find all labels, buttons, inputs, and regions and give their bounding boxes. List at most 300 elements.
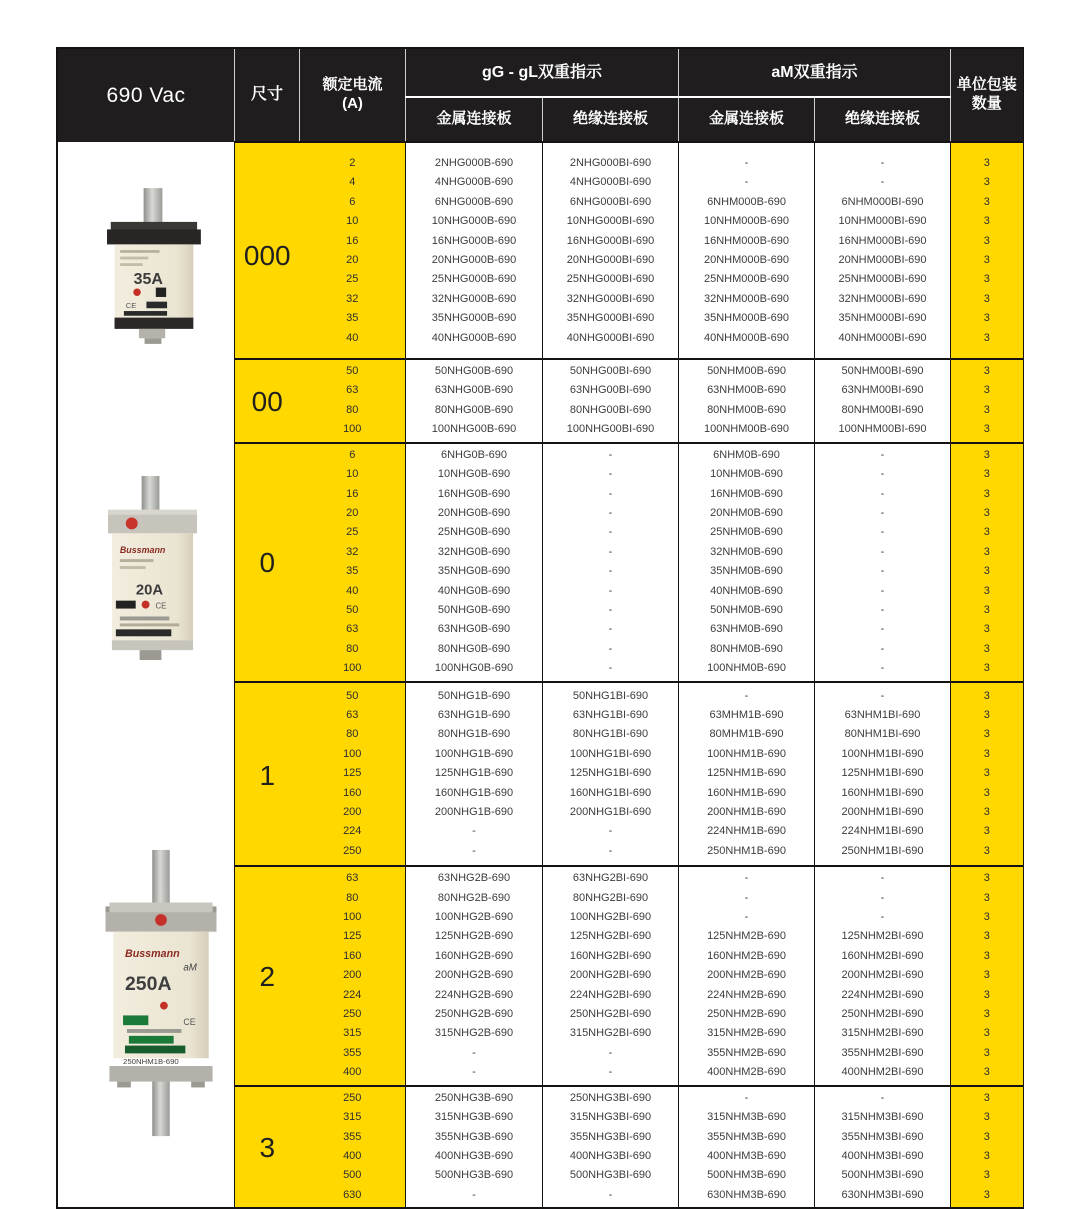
am-insulated-part: 200NHM2BI-690 [815,966,951,985]
gg-insulated-part: - [543,842,679,866]
gg-insulated-part: 4NHG000BI-690 [543,173,679,192]
current-value: 80 [300,640,406,659]
gg-metal-part: - [406,1044,543,1063]
current-value: 400 [300,1147,406,1166]
gg-insulated-part: 63NHG00BI-690 [543,381,679,400]
current-value: 40 [300,329,406,359]
current-value: 400 [300,1063,406,1085]
table-row [235,1166,1023,1185]
indicator-dot [155,914,167,926]
table-row [235,251,1023,270]
current-value: 500 [300,1166,406,1185]
gg-metal-part: 315NHG2B-690 [406,1024,543,1043]
table-row [235,359,1023,381]
current-value: 40 [300,582,406,601]
am-metal-part: 80MHM1B-690 [679,725,815,744]
gg-insulated-part: - [543,1186,679,1207]
am-insulated-part: - [815,582,951,601]
table-row [235,842,1023,866]
current-value: 6 [300,443,406,465]
am-metal-part: 20NHM0B-690 [679,504,815,523]
am-insulated-part: 63NHM1BI-690 [815,706,951,725]
am-metal-part: 355NHM2B-690 [679,1044,815,1063]
gg-insulated-part: 25NHG000BI-690 [543,270,679,289]
gg-insulated-part: - [543,443,679,465]
am-insulated-part: - [815,142,951,173]
package-qty: 3 [951,682,1023,706]
package-qty: 3 [951,582,1023,601]
am-metal-part: 250NHM1B-690 [679,842,815,866]
voltage-label: 690 Vac [106,83,186,107]
package-qty: 3 [951,485,1023,504]
table-row [235,927,1023,946]
current-value: 10 [300,212,406,231]
am-metal-part: 40NHM000B-690 [679,329,815,359]
blade-terminal [144,188,163,226]
package-qty: 3 [951,142,1023,173]
am-metal-part: 200NHM1B-690 [679,803,815,822]
am-insulated-part: 100NHM00BI-690 [815,420,951,442]
table-row [235,1024,1023,1043]
package-qty: 3 [951,927,1023,946]
gg-insulated-part: 20NHG000BI-690 [543,251,679,270]
am-insulated-part: - [815,504,951,523]
table-row [235,212,1023,231]
package-qty: 3 [951,1147,1023,1166]
am-insulated-part: 250NHM2BI-690 [815,1005,951,1024]
package-qty: 3 [951,986,1023,1005]
gg-insulated-part: - [543,620,679,639]
am-insulated-part: - [815,543,951,562]
package-qty: 3 [951,784,1023,803]
am-insulated-part: 224NHM1BI-690 [815,822,951,841]
am-insulated-part: 40NHM000BI-690 [815,329,951,359]
gg-insulated-part: 315NHG2BI-690 [543,1024,679,1043]
am-metal-part: 6NHM000B-690 [679,193,815,212]
current-value: 50 [300,359,406,381]
package-qty: 3 [951,381,1023,400]
gg-metal-part: 2NHG000B-690 [406,142,543,173]
table-row [235,725,1023,744]
package-qty: 3 [951,745,1023,764]
gg-metal-part: 200NHG2B-690 [406,966,543,985]
am-insulated-part: 355NHM3BI-690 [815,1128,951,1147]
gg-insulated-part: 250NHG3BI-690 [543,1086,679,1108]
current-value: 35 [300,309,406,328]
current-value: 100 [300,659,406,681]
gg-metal-part: 63NHG00B-690 [406,381,543,400]
am-insulated-part: 25NHM000BI-690 [815,270,951,289]
bottom-plate [109,1066,212,1082]
am-metal-part: 32NHM000B-690 [679,290,815,309]
package-qty: 3 [951,1086,1023,1108]
am-metal-part: 315NHM2B-690 [679,1024,815,1043]
package-qty: 3 [951,1044,1023,1063]
table-row [235,822,1023,841]
table-row [235,1086,1023,1108]
am-insulated-part: 80NHM00BI-690 [815,401,951,420]
gg-metal-part: 10NHG000B-690 [406,212,543,231]
gg-insulated-part: 160NHG2BI-690 [543,947,679,966]
package-qty: 3 [951,620,1023,639]
gg-metal-part: 16NHG0B-690 [406,485,543,504]
gg-insulated-part: - [543,562,679,581]
am-metal-part: - [679,908,815,927]
package-qty: 3 [951,270,1023,289]
gg-insulated-part: 250NHG2BI-690 [543,1005,679,1024]
size-label-0: 0 [235,443,300,682]
current-value: 6 [300,193,406,212]
table-row [235,1044,1023,1063]
package-qty: 3 [951,889,1023,908]
am-insulated-part: 315NHM2BI-690 [815,1024,951,1043]
gg-insulated-part: 63NHG2BI-690 [543,866,679,888]
am-metal-part: 10NHM000B-690 [679,212,815,231]
current-value: 355 [300,1044,406,1063]
am-insulated-part: - [815,640,951,659]
table-row [235,193,1023,212]
gg-metal-part: 160NHG1B-690 [406,784,543,803]
table-row [235,986,1023,1005]
package-qty: 3 [951,523,1023,542]
am-metal-part: - [679,866,815,888]
am-metal-part: 35NHM0B-690 [679,562,815,581]
package-qty: 3 [951,359,1023,381]
current-value: 315 [300,1024,406,1043]
ce-mark: CE [183,1017,196,1028]
am-metal-part: 100NHM1B-690 [679,745,815,764]
am-insulated-part: 63NHM00BI-690 [815,381,951,400]
gg-insulated-part: 50NHG1BI-690 [543,682,679,706]
am-insulated-part: 125NHM2BI-690 [815,927,951,946]
gg-metal-part: 315NHG3B-690 [406,1108,543,1127]
gg-insulated-part: - [543,601,679,620]
fuse-photo-size-0 [94,474,213,662]
gg-insulated-part: 200NHG2BI-690 [543,966,679,985]
am-insulated-part: - [815,601,951,620]
package-qty: 3 [951,401,1023,420]
am-metal-part: 25NHM0B-690 [679,523,815,542]
current-value: 315 [300,1108,406,1127]
package-qty: 3 [951,640,1023,659]
indicator-dot [160,1002,168,1010]
current-value: 63 [300,706,406,725]
gg-insulated-part: - [543,640,679,659]
gg-insulated-part: 10NHG000BI-690 [543,212,679,231]
am-metal-part: 200NHM2B-690 [679,966,815,985]
package-qty: 3 [951,1186,1023,1207]
gg-insulated-subheader: 绝缘连接板 [543,97,679,142]
current-value: 4 [300,173,406,192]
voltage-cell [58,49,234,142]
package-qty: 3 [951,1166,1023,1185]
package-qty: 3 [951,659,1023,681]
current-value: 250 [300,1005,406,1024]
am-metal-part: 6NHM0B-690 [679,443,815,465]
package-qty: 3 [951,1005,1023,1024]
gg-insulated-part: 2NHG000BI-690 [543,142,679,173]
gg-insulated-part: 80NHG1BI-690 [543,725,679,744]
blade-terminal-bottom [152,1078,170,1136]
gg-insulated-part: 6NHG000BI-690 [543,193,679,212]
gg-metal-part: - [406,1063,543,1085]
table-row [235,290,1023,309]
brand-text: Bussmann [124,948,180,961]
blade-terminal-top [152,850,170,906]
gg-metal-part: 32NHG0B-690 [406,543,543,562]
am-metal-part: 63MHM1B-690 [679,706,815,725]
product-column [58,49,234,1207]
am-insulated-part: 100NHM1BI-690 [815,745,951,764]
am-group-header: aM双重指示 [679,49,951,97]
current-value: 250 [300,842,406,866]
am-metal-part: 50NHM0B-690 [679,601,815,620]
current-value: 125 [300,764,406,783]
package-qty: 3 [951,706,1023,725]
current-value: 2 [300,142,406,173]
current-value: 63 [300,866,406,888]
gg-metal-part: 63NHG0B-690 [406,620,543,639]
gg-insulated-part: 125NHG1BI-690 [543,764,679,783]
current-value: 35 [300,562,406,581]
current-value: 160 [300,947,406,966]
am-metal-part: - [679,1086,815,1108]
am-insulated-part: 200NHM1BI-690 [815,803,951,822]
package-qty: 3 [951,803,1023,822]
am-metal-part: 80NHM0B-690 [679,640,815,659]
package-qty: 3 [951,251,1023,270]
table-row [235,1147,1023,1166]
fuse-photo-size-000 [92,186,214,346]
gg-insulated-part: - [543,523,679,542]
am-metal-part: - [679,142,815,173]
am-insulated-part: - [815,889,951,908]
am-insulated-part: 35NHM000BI-690 [815,309,951,328]
am-metal-part: 20NHM000B-690 [679,251,815,270]
gg-metal-part: - [406,1186,543,1207]
am-insulated-part: - [815,908,951,927]
am-insulated-part: 355NHM2BI-690 [815,1044,951,1063]
table-row [235,889,1023,908]
current-value: 355 [300,1128,406,1147]
gg-insulated-part: - [543,822,679,841]
table-row [235,947,1023,966]
am-metal-part: 160NHM2B-690 [679,947,815,966]
package-qty: 3 [951,232,1023,251]
am-insulated-part: - [815,620,951,639]
spec-table [234,49,1023,1207]
am-metal-part: 100NHM00B-690 [679,420,815,442]
am-metal-part: 400NHM2B-690 [679,1063,815,1085]
am-metal-part: 224NHM2B-690 [679,986,815,1005]
am-metal-part: 400NHM3B-690 [679,1147,815,1166]
current-value: 80 [300,725,406,744]
top-cap [107,229,201,244]
package-qty: 3 [951,465,1023,484]
package-qty: 3 [951,290,1023,309]
am-metal-part: 100NHM0B-690 [679,659,815,681]
gg-metal-part: 250NHG2B-690 [406,1005,543,1024]
gg-metal-part: 80NHG2B-690 [406,889,543,908]
package-qty: 3 [951,562,1023,581]
am-insulated-part: 16NHM000BI-690 [815,232,951,251]
table-row [235,485,1023,504]
package-qty: 3 [951,1063,1023,1085]
table-row [235,329,1023,359]
table-row [235,504,1023,523]
package-qty: 3 [951,504,1023,523]
rating-text: 20A [135,582,164,599]
package-qty: 3 [951,212,1023,231]
gg-insulated-part: - [543,504,679,523]
current-value: 200 [300,966,406,985]
gg-metal-part: 50NHG0B-690 [406,601,543,620]
gg-metal-part: 25NHG0B-690 [406,523,543,542]
table-row [235,601,1023,620]
am-insulated-part: - [815,562,951,581]
table-row [235,682,1023,706]
package-qty: 3 [951,329,1023,359]
blade-terminal [142,476,160,512]
table-row [235,543,1023,562]
size-label-000: 000 [235,142,300,359]
gg-metal-part: 25NHG000B-690 [406,270,543,289]
package-qty: 3 [951,822,1023,841]
current-value: 50 [300,601,406,620]
table-row [235,1186,1023,1207]
current-value: 224 [300,822,406,841]
gg-insulated-part: 50NHG00BI-690 [543,359,679,381]
am-metal-part: 50NHM00B-690 [679,359,815,381]
gg-insulated-part: 63NHG1BI-690 [543,706,679,725]
am-metal-part: 80NHM00B-690 [679,401,815,420]
am-insulated-part: 50NHM00BI-690 [815,359,951,381]
size-label-00: 00 [235,359,300,443]
gg-insulated-part: 315NHG3BI-690 [543,1108,679,1127]
current-value: 80 [300,889,406,908]
am-insulated-part: 224NHM2BI-690 [815,986,951,1005]
am-metal-part: 125NHM1B-690 [679,764,815,783]
am-insulated-part: 10NHM000BI-690 [815,212,951,231]
gg-insulated-part: 355NHG3BI-690 [543,1128,679,1147]
size-label-2: 2 [235,866,300,1085]
am-metal-part: 10NHM0B-690 [679,465,815,484]
gg-insulated-part: 200NHG1BI-690 [543,803,679,822]
table-row [235,803,1023,822]
indicator-dot [126,518,138,530]
indicator-dot [142,601,150,609]
table-row [235,1063,1023,1085]
gg-metal-part: 80NHG1B-690 [406,725,543,744]
gg-metal-part: - [406,822,543,841]
gg-insulated-part: 40NHG000BI-690 [543,329,679,359]
table-row [235,443,1023,465]
table-row [235,866,1023,888]
table-header [235,49,1023,142]
current-value: 63 [300,620,406,639]
rating-text: 35A [133,270,163,288]
am-metal-part: 16NHM0B-690 [679,485,815,504]
gg-metal-subheader: 金属连接板 [406,97,543,142]
current-value: 63 [300,381,406,400]
gg-insulated-part: - [543,1063,679,1085]
am-insulated-part: - [815,659,951,681]
table-row [235,582,1023,601]
gg-insulated-part: - [543,1044,679,1063]
table-row [235,465,1023,484]
am-metal-part: 224NHM1B-690 [679,822,815,841]
gg-metal-part: 32NHG000B-690 [406,290,543,309]
table-row [235,659,1023,681]
package-qty: 3 [951,420,1023,442]
gg-metal-part: 125NHG2B-690 [406,927,543,946]
table-row [235,966,1023,985]
gg-insulated-part: 80NHG2BI-690 [543,889,679,908]
am-metal-part: 32NHM0B-690 [679,543,815,562]
table-row [235,142,1023,173]
table-row [235,270,1023,289]
am-insulated-part: 32NHM000BI-690 [815,290,951,309]
table-row [235,232,1023,251]
gg-metal-part: 250NHG3B-690 [406,1086,543,1108]
table-row [235,784,1023,803]
am-insulated-part: 250NHM1BI-690 [815,842,951,866]
am-metal-part: 160NHM1B-690 [679,784,815,803]
gg-insulated-part: 160NHG1BI-690 [543,784,679,803]
gg-metal-part: 50NHG1B-690 [406,682,543,706]
gg-insulated-part: 400NHG3BI-690 [543,1147,679,1166]
product-images [58,142,234,1207]
am-metal-part: 125NHM2B-690 [679,927,815,946]
am-insulated-part: - [815,523,951,542]
table-row [235,523,1023,542]
current-value: 200 [300,803,406,822]
gg-metal-part: 355NHG3B-690 [406,1128,543,1147]
gg-metal-part: 20NHG000B-690 [406,251,543,270]
gg-metal-part: 20NHG0B-690 [406,504,543,523]
gg-metal-part: 100NHG1B-690 [406,745,543,764]
table-row [235,1005,1023,1024]
package-qty: 3 [951,193,1023,212]
gg-metal-part: 40NHG000B-690 [406,329,543,359]
gg-insulated-part: - [543,582,679,601]
package-qty: 3 [951,543,1023,562]
am-metal-part: - [679,173,815,192]
table-row [235,745,1023,764]
package-qty: 3 [951,866,1023,888]
am-insulated-part: - [815,682,951,706]
current-value: 32 [300,543,406,562]
current-value: 20 [300,251,406,270]
fuse-catalog-table [56,47,1024,1209]
gg-insulated-part: 500NHG3BI-690 [543,1166,679,1185]
indicator-dot [133,289,141,297]
am-insulated-part: - [815,465,951,484]
package-qty: 3 [951,947,1023,966]
gg-metal-part: - [406,842,543,866]
current-value: 160 [300,784,406,803]
current-value: 100 [300,745,406,764]
table-row [235,381,1023,400]
gg-metal-part: 35NHG0B-690 [406,562,543,581]
current-value: 100 [300,420,406,442]
package-qty: 3 [951,1128,1023,1147]
gg-metal-part: 4NHG000B-690 [406,173,543,192]
am-metal-part: 63NHM0B-690 [679,620,815,639]
current-value: 16 [300,232,406,251]
package-qty-column-header: 单位包装 数量 [951,49,1023,142]
am-insulated-part: 160NHM1BI-690 [815,784,951,803]
